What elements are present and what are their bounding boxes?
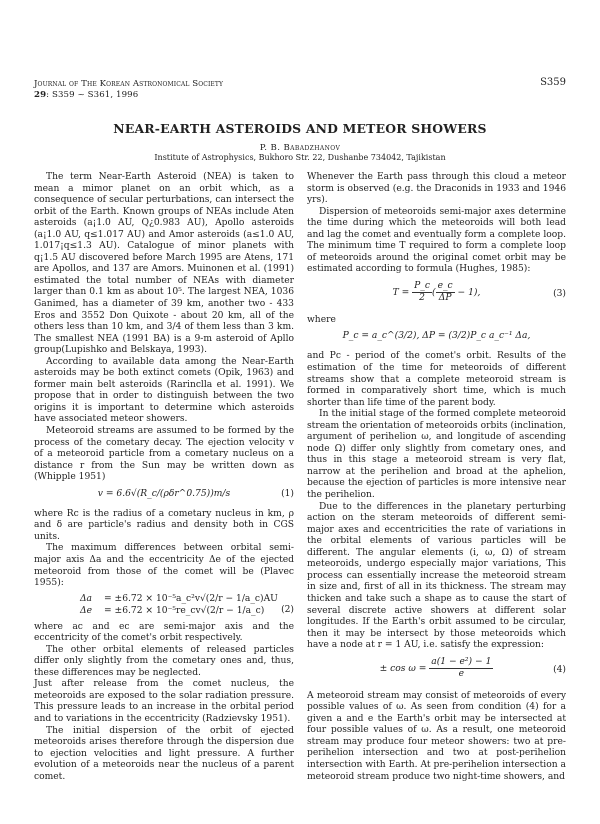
paragraph: The other orbital elements of released particles differ only slightly from the cometary ones and, thus, these differences may be neglected. [34,644,294,678]
journal-name: Journal of The Korean Astronomical Society [34,79,224,89]
equation-2-number: (2) [281,604,294,615]
paragraph: The maximum differences between orbital semi-major axis Δa and the eccentricity Δe of the ejected meteoroid from those of the comet will be (Plavec 1955): [34,543,294,589]
right-column [307,172,566,783]
equation-4-numerator: a(1 − e²) − 1 [431,656,492,667]
paragraph: where Rc is the radius of a cometary nucleus in km, ρ and δ are particle's radius and density both in CGS units. [34,508,294,542]
equation-1 [34,489,294,503]
paragraph: Whenever the Earth pass through this cloud a meteor storm is observed (e.g. the Draconids in 1933 and 1946 yrs). [307,172,566,206]
equation-1-number: (1) [281,488,294,499]
paragraph: According to available data among the Near-Earth asteroids may be both extinct comets (Opik, 1963) and former main belt asteroids (Rarinclla et al. 1991). We propose that in order to distinguish between the two origins it is important to determine which asteroids have associated meteor showers. [34,356,294,425]
citation-volume: 29 [34,90,47,100]
equation-3-numerator-a: P_c [414,280,430,291]
equation-4-lhs: ± cos ω = [379,663,430,674]
equation-1-body: v = 6.6√(R_c/(ρδr^0.75))m/s [97,488,231,499]
paragraph: The initial dispersion of the orbit of ejected meteoroids arises therefore through the dispersion due to ejection velocities and light pressure. A further evolution of a meteoroids near the nucleus of a parent comet. [34,725,294,782]
equation-3-denominator-a: 2 [419,292,425,303]
equation-3-fraction-a [412,281,432,304]
equation-3-fraction-b [436,281,455,304]
paragraph: Just after release from the comet nucleus, the meteoroids are exposed to the solar radiation pressure. This pressure leads to an increase in the orbital period and to variations in the eccentricity (Radzievsky 1951). [34,679,294,724]
paragraph: where ac and ec are semi-major axis and the eccentricity of the comet's orbit respectively. [34,621,294,644]
citation-pages: : S359 ~ S361, 1996 [46,90,139,100]
equation-2b-rhs: = ±6.72 × 10⁻⁵re_cv√(2/r − 1/a_c) [104,605,265,616]
paragraph: In the initial stage of the formed complete meteoroid stream the orientation of meteoroids orbits (inclination, argument of perihelion ω, and longitude of ascending node Ω) differ only slightly from cometary ones, and thus in this stage a meteoroid stream is very flat, narrow at the perihelion and broad at the aphelion, because the ejection of particles is more intensive near the perihelion. [307,409,566,501]
equation-2a-lhs: Δa [79,593,92,604]
equation-3b [307,331,566,345]
equation-3-tail: − 1), [454,287,481,298]
equation-4-number: (4) [553,664,566,675]
author-name: P. B. Babadzhanov [259,143,341,153]
paragraph: Due to the differences in the planetary perturbing action on the steram meteoroids of different semi-major axes and eccentricities the rate of variations in the orbital elements of various particles will be different. The angular elements (i, ω, Ω) of stream meteoroids, undergo especially major variations, This process can essentially increase the meteoroid stream in size and, first of all in its thickness. The stream may thicken and take such a shape as to cause the start of several discrete active showers at different solar longitudes. If the Earth's orbit assumed to be circular, then it may be intersect by those meteoroids which have a node at r = 1 AU, i.e. satisfy the expression: [307,501,566,651]
where-label: where [307,314,336,325]
page-number: S359 [540,77,566,88]
equation-4-fraction [429,657,493,680]
equation-3-number: (3) [553,288,566,299]
equation-2-row-a [44,593,294,605]
paragraph: Dispersion of meteoroids semi-major axes determine the time during which the meteoroids will both lead and lag the comet and eventually form a complete loop. The minimum time T required to form a complete loop of meteoroids around the original comet orbit may be estimated according to formula (Hughes, 1985): [307,206,566,275]
paragraph: Meteoroid streams are assumed to be formed by the process of the cometary decay. The ejection velocity v of a meteoroid particle from a cometary nucleus on a distance r from the Sun may be written down as (Whipple 1951) [34,426,294,483]
equation-3b-body: P_c = a_c^(3/2), ΔP = (3/2)P_c a_c⁻¹ Δa, [342,331,531,342]
journal-header [34,79,223,101]
author-affiliation: Institute of Astrophysics, Bukhoro Str. 22, Dushanbe 734042, Tajikistan [154,153,446,162]
paragraph: The term Near-Earth Asteroid (NEA) is taken to mean a mimor planet on an orbit which, as a consequence of secular perturbations, can intersect the orbit of the Earth. Known groups of NEAs include Aten asteroids (a¡1.0 AU, Q¿0.983 AU), Apollo asteroids (a¡1.0 AU, q≤1.017 AU) and Amor asteroids (a≤1.0 AU, 1.017¡q≤1.3 AU). Catalogue of minor planets with q¡1.5 AU discovered before March 1995 are Atens, 171 are Apollos, and 137 are Amors. Muinonen et al. (1991) estimated the total number of NEAs with diameter larger than 0.1 km as about 10⁵. The largest NEA, 1036 Ganimed, has a diameter of 39 km, another two - 433 Eros and 3552 Don Quixote - about 20 km, all of the others less than 10 km, and 3/4 of them less than 3 km. The smallest NEA (1991 BA) is a 9-m asteroid of Apllo group(Lupishko and Belskaya, 1993). [34,172,294,356]
equation-3-lhs: T = [392,287,413,298]
paper-title: NEAR-EARTH ASTEROIDS AND METEOR SHOWERS [113,121,487,136]
equation-3-open-paren: ( [432,287,436,298]
equation-2b-lhs: Δe [80,605,92,616]
left-column [34,172,294,783]
paragraph: and Pc - period of the comet's orbit. Results of the estimation of the time for meteoroids of different streams show that a complete meteoroid stream is formed in comparatively short time, which is much shorter than life time of the parent body. [307,351,566,408]
equation-3-denominator-b: ΔP [438,292,452,303]
equation-2-row-b [44,605,294,617]
equation-2 [44,593,294,617]
equation-3 [307,281,566,309]
paragraph: A meteoroid stream may consist of meteoroids of every possible values of ω. As seen from condition (4) for a given a and e the Earth's orbit may be intersected at four possible values of ω. As a result, one meteoroid stream may produce four meteor showers: two at pre-perihelion intersection and two at post-perihelion intersection with Earth. At pre-perihelion intersection a meteoroid stream produce two night-time showers, and [307,690,566,782]
equation-4 [307,657,566,685]
equation-3-numerator-b: e_c [437,280,453,291]
citation-line [34,90,223,101]
equation-4-denominator: e [458,668,465,679]
equation-2a-rhs: = ±6.72 × 10⁻⁵a_c²v√(2/r − 1/a_c)AU [104,593,278,604]
